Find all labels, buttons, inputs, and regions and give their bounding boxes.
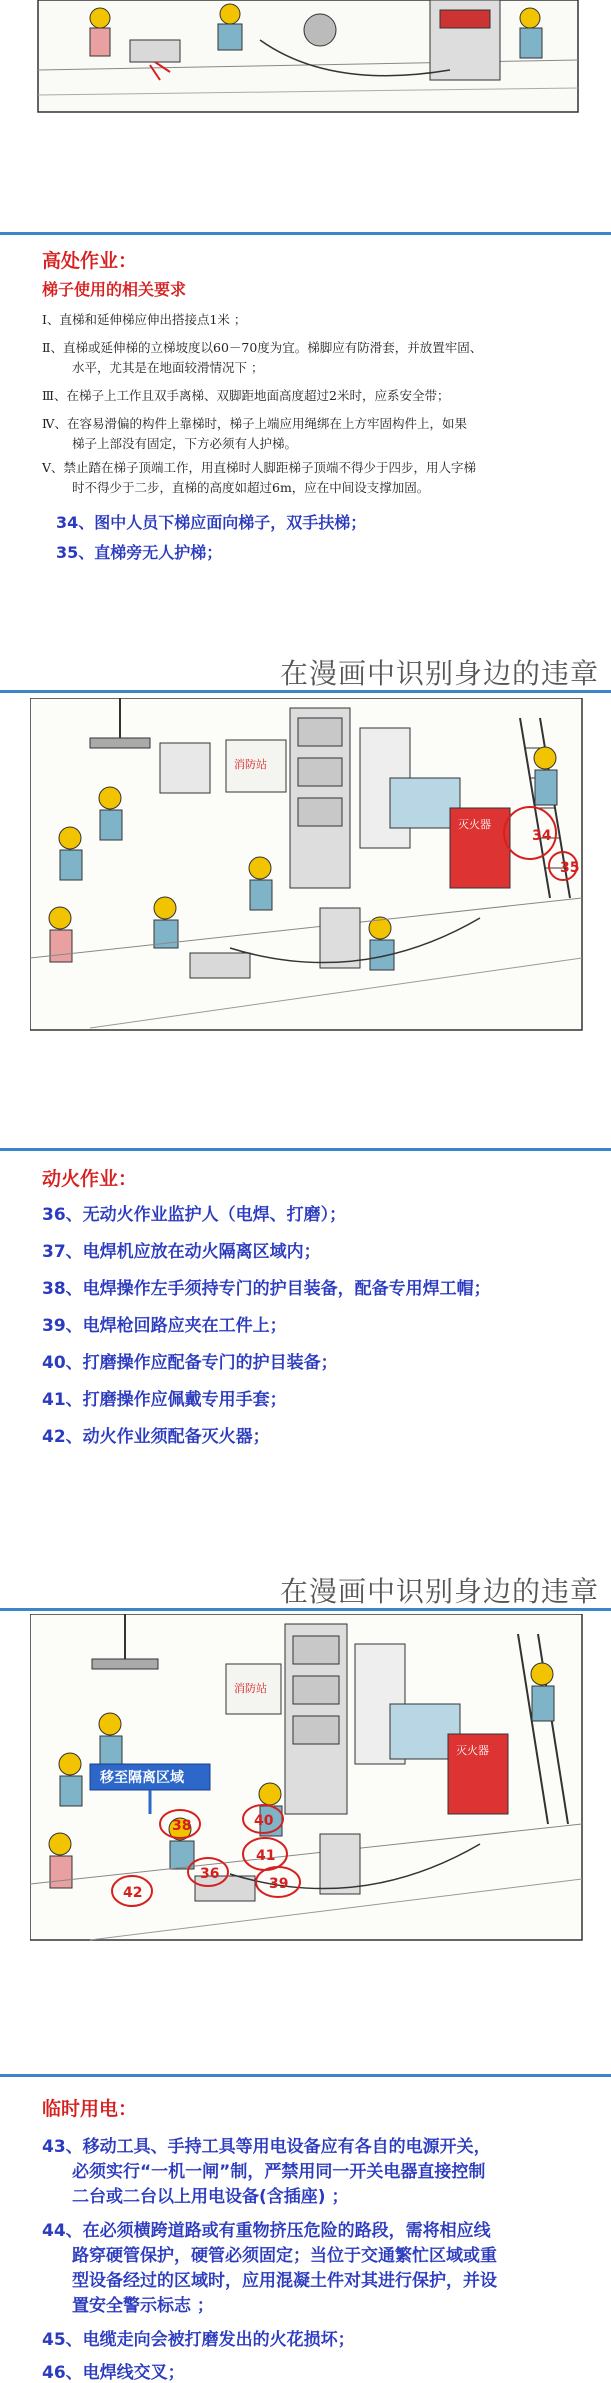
violation-item: 39、电焊枪回路应夹在工件上； xyxy=(42,1316,287,1336)
violation-item: 36、无动火作业监护人（电焊、打磨）； xyxy=(42,1205,347,1225)
ladder-rule: Ⅱ、直梯或延伸梯的立梯坡度以60－70度为宜。梯脚应有防滑套，并放置牢固、 xyxy=(42,340,483,355)
illustration-hot-work xyxy=(30,1614,585,1944)
callout-number: 35 xyxy=(560,860,580,876)
fire-station-sign: 消防站 xyxy=(234,758,267,771)
ladder-rule: Ⅴ、禁止踏在梯子顶端工作，用直梯时人脚距梯子顶端不得少于四步，用人字梯 xyxy=(42,460,477,475)
illustration-top xyxy=(30,0,585,115)
banner-title: 在漫画中识别身边的违章 xyxy=(279,1575,599,1608)
ladder-subtitle: 梯子使用的相关要求 xyxy=(42,280,187,299)
hot-work-title: 动火作业： xyxy=(42,1168,138,1190)
callout-number: 34 xyxy=(532,828,552,844)
callout-number: 41 xyxy=(256,1848,276,1864)
section-divider xyxy=(0,1608,611,1611)
ladder-rule: 时不得少于二步，直梯的高度如超过6m，应在中间设支撑加固。 xyxy=(72,480,430,495)
violation-item: 型设备经过的区域时，应用混凝土件对其进行保护，并设 xyxy=(72,2271,497,2291)
extinguisher-sign: 灭火器 xyxy=(456,1744,489,1757)
illustration-ladder xyxy=(30,698,585,1033)
violation-item: 38、电焊操作左手须持专门的护目装备，配备专用焊工帽； xyxy=(42,1279,491,1299)
callout-number: 40 xyxy=(254,1813,274,1829)
callout-number: 38 xyxy=(172,1818,192,1834)
ladder-rule: Ⅰ、直梯和延伸梯应伸出搭接点1米 ； xyxy=(42,312,247,327)
violation-item: 置安全警示标志 ； xyxy=(72,2296,214,2316)
callout-number: 42 xyxy=(123,1885,143,1901)
fire-station-sign: 消防站 xyxy=(234,1682,267,1695)
callout-number: 36 xyxy=(200,1866,220,1882)
ladder-rule: Ⅳ、在容易滑偏的构件上靠梯时，梯子上端应用绳绑在上方牢固构件上，如果 xyxy=(42,416,467,431)
section-divider xyxy=(0,1148,611,1151)
violation-item: 必须实行“一机一闸”制，严禁用同一开关电器直接控制 xyxy=(72,2162,486,2182)
ladder-rule: 水平，尤其是在地面较滑情况下 ； xyxy=(72,360,264,375)
high-work-title: 高处作业： xyxy=(42,250,138,272)
violation-item: 43、移动工具、手持工具等用电设备应有各自的电源开关， xyxy=(42,2137,491,2157)
section-divider xyxy=(0,2074,611,2077)
violation-item: 35、直梯旁无人护梯； xyxy=(56,543,223,562)
callout-number: 39 xyxy=(269,1876,289,1892)
violation-item: 二台或二台以上用电设备(含插座) ； xyxy=(72,2187,349,2207)
violation-item: 37、电焊机应放在动火隔离区域内； xyxy=(42,1242,321,1262)
violation-item: 44、在必须横跨道路或有重物挤压危险的路段，需将相应线 xyxy=(42,2221,491,2241)
extinguisher-sign: 灭火器 xyxy=(458,818,491,831)
violation-item: 34、图中人员下梯应面向梯子，双手扶梯； xyxy=(56,513,367,532)
move-to-isolation-label: 移至隔离区域 xyxy=(100,1770,184,1786)
violation-item: 41、打磨操作应佩戴专用手套； xyxy=(42,1390,287,1410)
violation-item: 路穿硬管保护，硬管必须固定；当位于交通繁忙区域或重 xyxy=(72,2246,497,2266)
violation-item: 45、电缆走向会被打磨发出的火花损坏； xyxy=(42,2330,355,2350)
temp-power-title: 临时用电： xyxy=(42,2098,138,2120)
ladder-rule: 梯子上部没有固定，下方必须有人护梯。 xyxy=(72,436,298,451)
violation-item: 40、打磨操作应配备专门的护目装备； xyxy=(42,1353,338,1373)
ladder-rule: Ⅲ、在梯子上工作且双手离梯、双脚距地面高度超过2米时，应系安全带； xyxy=(42,388,450,403)
section-divider xyxy=(0,690,611,693)
section-divider xyxy=(0,232,611,235)
violation-item: 42、动火作业须配备灭火器； xyxy=(42,1427,270,1447)
banner-title: 在漫画中识别身边的违章 xyxy=(279,657,599,690)
violation-item: 46、电焊线交叉； xyxy=(42,2363,185,2383)
